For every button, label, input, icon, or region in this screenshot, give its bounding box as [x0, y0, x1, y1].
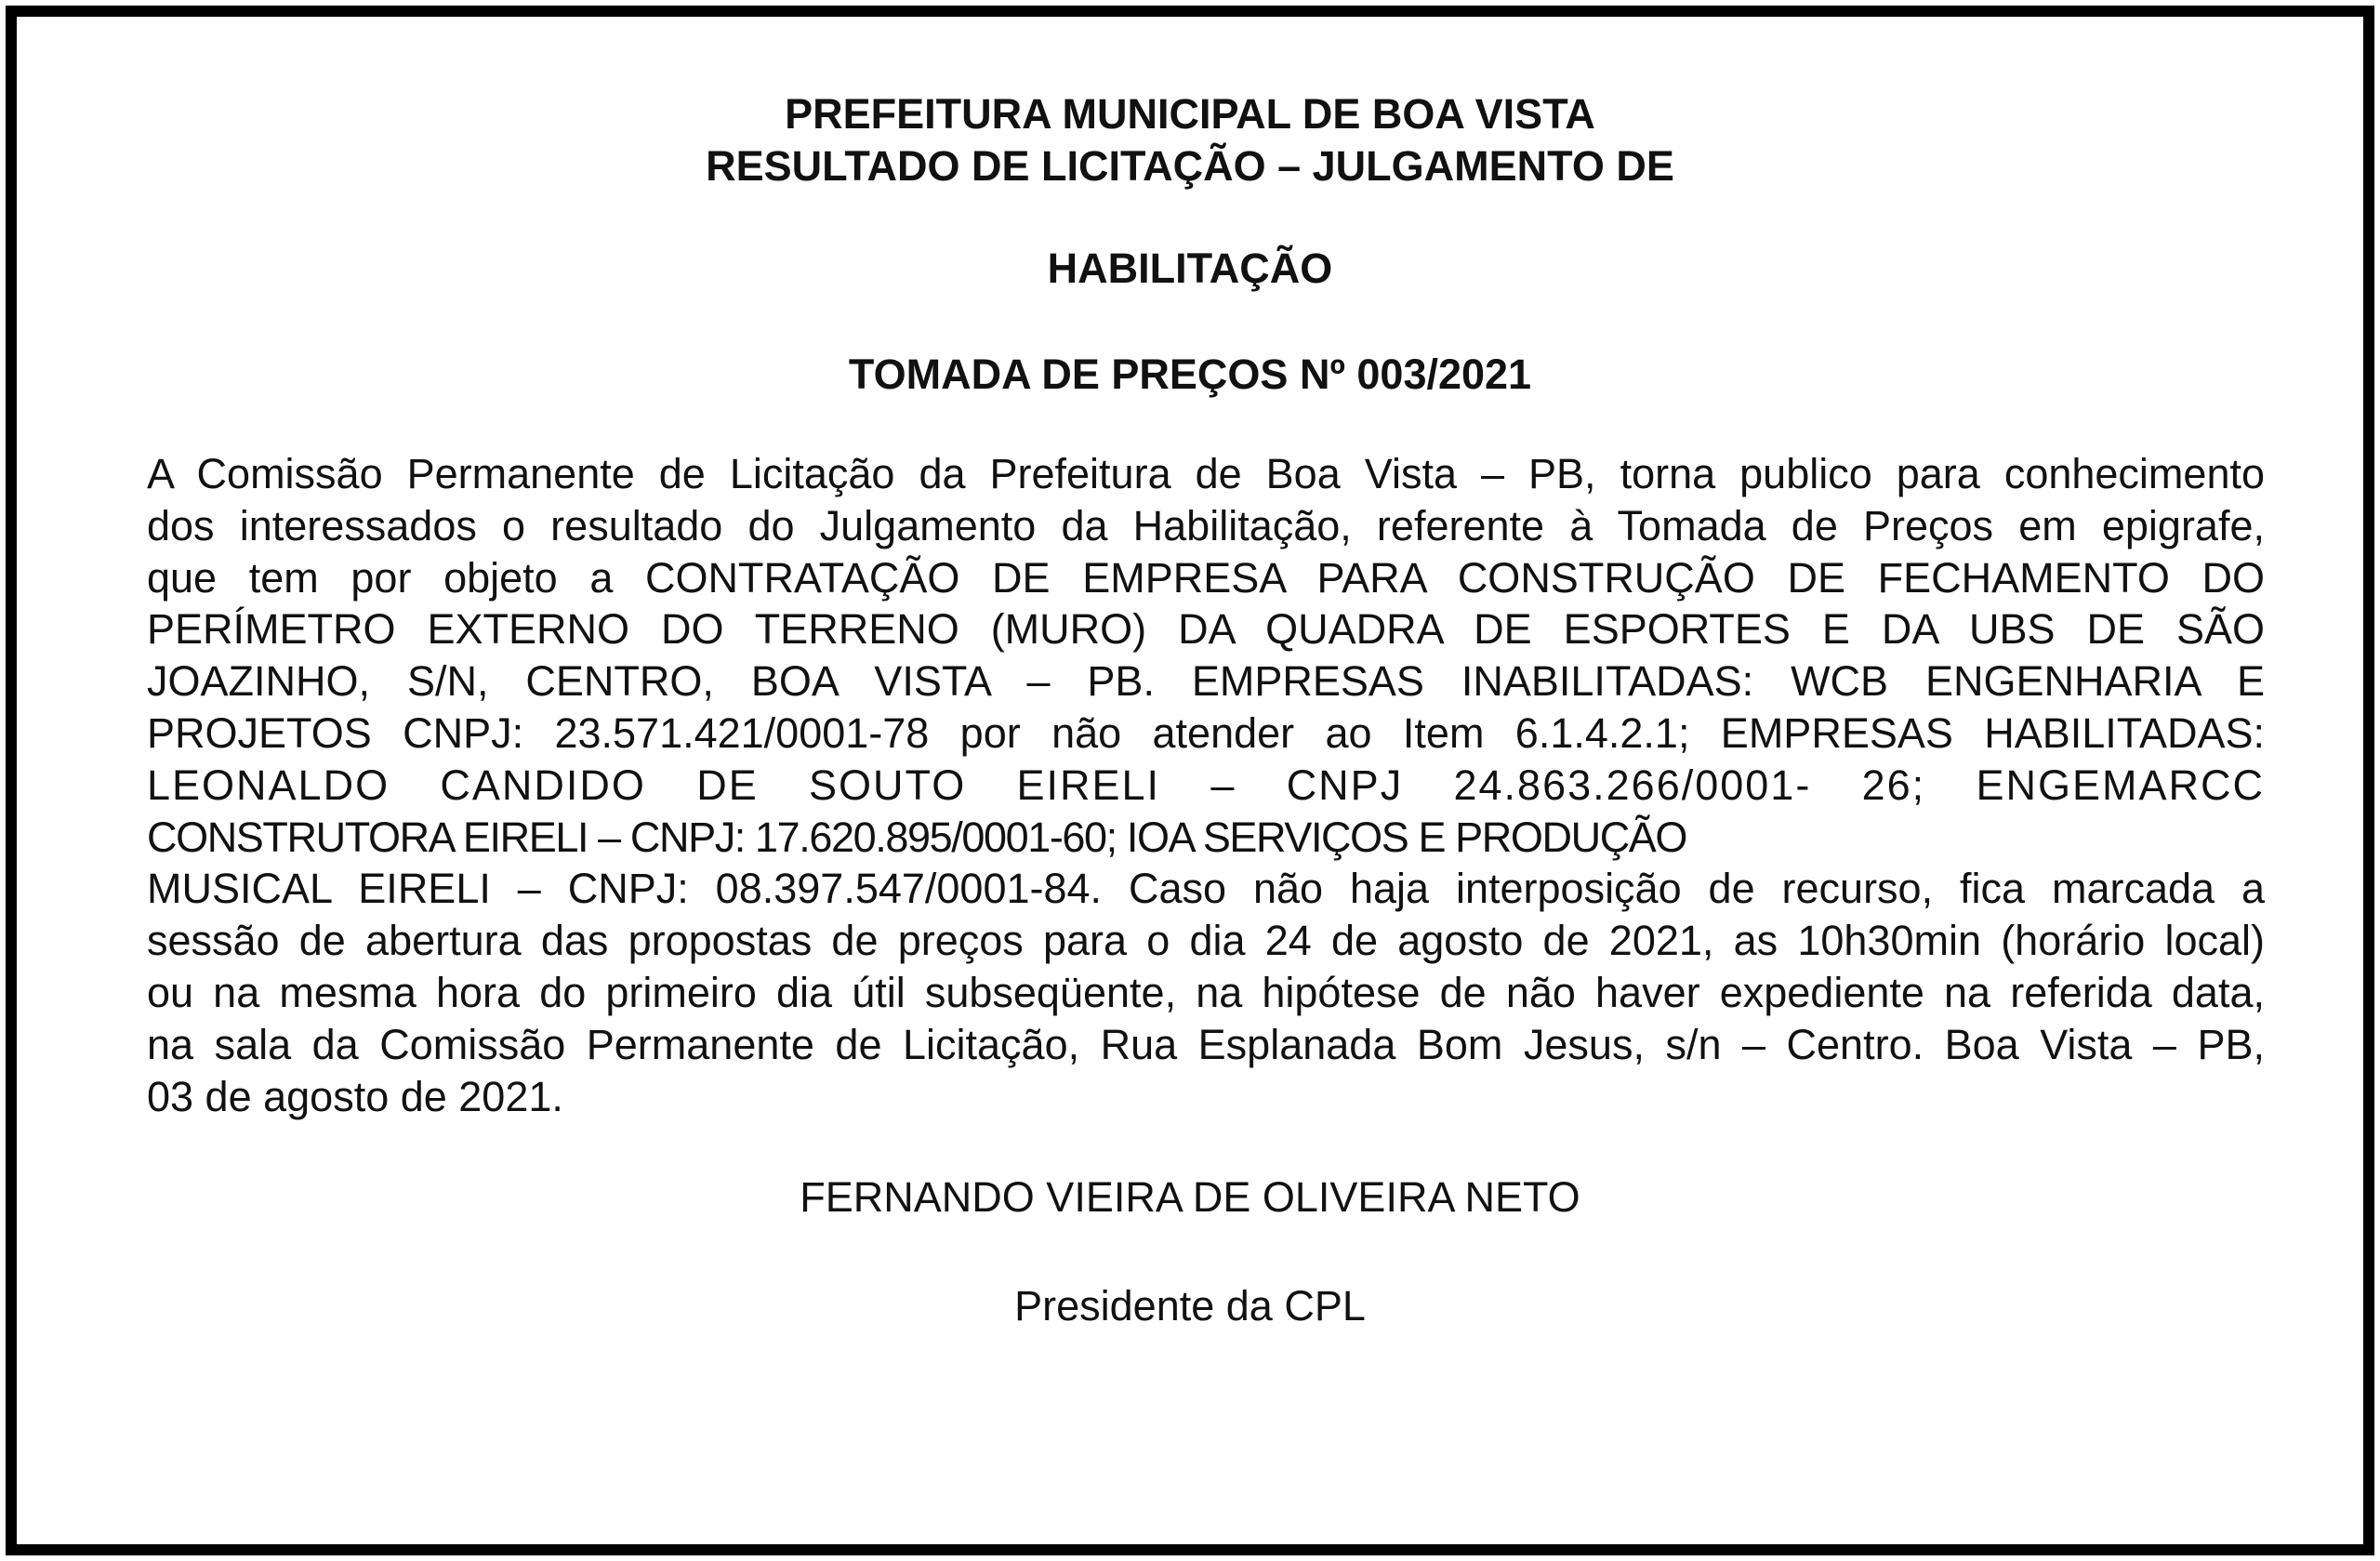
- body-line: MUSICAL EIRELI – CNPJ: 08.397.547/0001-84. Caso não haja interposição de recurso, fica marcada a: [147, 865, 2265, 913]
- body-line: PROJETOS CNPJ: 23.571.421/0001-78 por não atender ao Item 6.1.4.2.1; EMPRESAS HABILITADAS:: [147, 708, 2265, 757]
- result-heading-continued: HABILITAÇÃO: [1047, 245, 1333, 292]
- signer-name: FERNANDO VIEIRA DE OLIVEIRA NETO: [800, 1173, 1580, 1221]
- signer-role: Presidente da CPL: [1014, 1282, 1366, 1329]
- body-line: que tem por objeto a CONTRATAÇÃO DE EMPRESA PARA CONSTRUÇÃO DE FECHAMENTO DO: [147, 553, 2265, 602]
- result-heading: RESULTADO DE LICITAÇÃO – JULGAMENTO DE: [706, 142, 1674, 190]
- body-line: PERÍMETRO EXTERNO DO TERRENO (MURO) DA QUADRA DE ESPORTES E DA UBS DE SÃO: [147, 605, 2265, 654]
- body-line: sessão de abertura das propostas de preços para o dia 24 de agosto de 2021, as 10h30min (horário local): [147, 917, 2265, 965]
- body-line: dos interessados o resultado do Julgamento da Habilitação, referente à Tomada de Preços em epigrafe,: [147, 501, 2265, 549]
- body-line: na sala da Comissão Permanente de Licitação, Rua Esplanada Bom Jesus, s/n – Centro. Boa Vista – PB,: [147, 1020, 2265, 1068]
- body-line: LEONALDO CANDIDO DE SOUTO EIRELI – CNPJ 24.863.266/0001- 26; ENGEMARCC: [147, 761, 2265, 809]
- body-line: 03 de agosto de 2021.: [147, 1072, 563, 1120]
- body-line: CONSTRUTORA EIRELI – CNPJ: 17.620.895/0001-60; IOA SERVIÇOS E PRODUÇÃO: [147, 813, 1687, 861]
- body-line: JOAZINHO, S/N, CENTRO, BOA VISTA – PB. EMPRESAS INABILITADAS: WCB ENGENHARIA E: [147, 657, 2265, 706]
- notice-body: [147, 448, 2265, 1122]
- issuer-heading: PREFEITURA MUNICIPAL DE BOA VISTA: [785, 90, 1595, 138]
- notice-frame: [6, 6, 2374, 1555]
- body-line: A Comissão Permanente de Licitação da Prefeitura de Boa Vista – PB, torna publico para conhecimento: [147, 450, 2265, 497]
- procurement-number-heading: TOMADA DE PREÇOS Nº 003/2021: [848, 351, 1532, 398]
- body-line: ou na mesma hora do primeiro dia útil subseqüente, na hipótese de não haver expediente na referida data,: [147, 968, 2265, 1016]
